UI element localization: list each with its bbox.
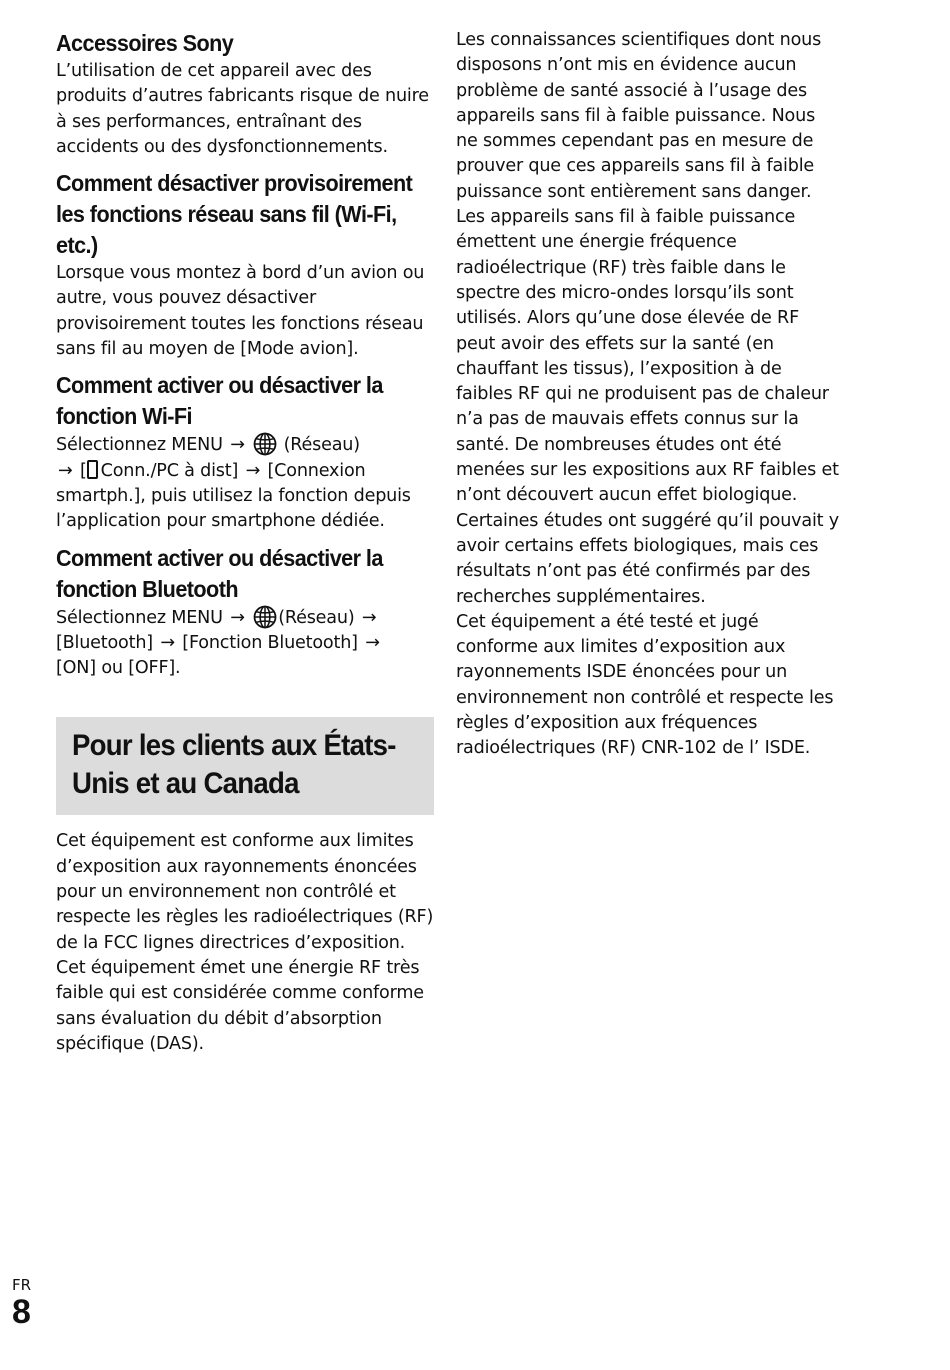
instruction-text: [Bluetooth]: [56, 632, 153, 653]
left-column: [56, 28, 436, 1057]
section-body: L’utilisation de cet appareil avec des produits d’autres fabricants risque de nuire à ses performances, entraînant des accidents ou des dysfonctionnements.: [56, 61, 429, 157]
us-canada-body: Cet équipement est conforme aux limites d’exposition aux rayonnements énoncées pour un environnement non contrôlé et respecte les règles les radioélectriques (RF) de la FCC lignes directrices d’exposition. Cet équipement émet une énergie RF très faible qui est considérée comme conforme sans évaluation du débit d’absorption spécifique (DAS).: [56, 831, 434, 1054]
instruction-text: (Réseau): [278, 607, 355, 628]
right-column: [456, 28, 840, 762]
section-body: [56, 432, 436, 534]
section-heading: Accessoires Sony: [56, 30, 234, 56]
instruction-text: Conn./PC à dist]: [100, 460, 239, 481]
arrow-right-icon: →: [365, 632, 380, 653]
arrow-right-icon: →: [160, 632, 175, 653]
language-code: FR: [12, 1276, 32, 1294]
page-number: 8: [12, 1293, 31, 1331]
arrow-right-icon: →: [58, 460, 73, 481]
block-title: Pour les clients aux États-Unis et au Canada: [72, 729, 396, 801]
instruction-text: Sélectionnez MENU: [56, 607, 223, 628]
instruction-text: Sélectionnez MENU: [56, 435, 223, 456]
section-heading: Comment désactiver provisoirement les fonctions réseau sans fil (Wi-Fi, etc.): [56, 170, 413, 259]
instruction-text: [Connexion smartph.], puis utilisez la fonction depuis l’application pour smartphone dédiée.: [56, 460, 411, 532]
arrow-right-icon: →: [245, 460, 261, 481]
section-sony-accessories: [56, 28, 436, 160]
section-heading: Comment activer ou désactiver la fonction Wi-Fi: [56, 372, 383, 430]
instruction-text: [Fonction Bluetooth]: [182, 632, 358, 653]
instruction-text: (Réseau): [283, 435, 360, 456]
instruction-text: [: [79, 460, 87, 481]
section-wifi-toggle: [56, 370, 436, 534]
section-body: Lorsque vous montez à bord d’un avion ou autre, vous pouvez désactiver provisoirement toutes les fonctions réseau sans fil au moyen de [Mode avion].: [56, 263, 425, 360]
section-heading: Comment activer ou désactiver la fonction Bluetooth: [56, 544, 383, 602]
us-canada-title-block: [56, 717, 434, 815]
health-paragraph: Les connaissances scientifiques dont nous disposons n’ont mis en évidence aucun problème de santé associé à l’usage des appareils sans fil à faible puissance. Nous ne sommes cependant pas en mesure de prouver que ces appareils sans fil à faible puissance sont entièrement sans danger. Les appareils sans fil à faible puissance émettent une énergie fréquence radioélectrique (RF) très faible dans le spectre des micro-ondes lorsqu’ils sont utilisés. Alors qu’une dose élevée de RF peut avoir des effets sur la santé (en chauffant les tissus), l’exposition à de faibles RF qui ne produisent pas de chaleur n’a pas de mauvais effets connus sur la santé. De nombreuses études ont été menées sur les expositions aux RF faibles et n’ont découvert aucun effet biologique. Certaines études ont suggéré qu’il pouvait y avoir certains effets biologiques, mais ces résultats n’ont pas été confirmés par des recherches supplémentaires.: [456, 30, 839, 607]
instruction-text: [ON] ou [OFF].: [56, 658, 181, 679]
page-footer: [12, 1276, 31, 1330]
globe-icon: [253, 605, 277, 629]
smartphone-icon: [87, 460, 98, 479]
arrow-right-icon: →: [230, 435, 245, 456]
globe-icon: [253, 432, 277, 456]
arrow-right-icon: →: [230, 607, 245, 628]
arrow-right-icon: →: [361, 607, 377, 628]
section-bluetooth-toggle: [56, 543, 436, 682]
section-disable-wireless: [56, 168, 436, 362]
section-body: [56, 605, 436, 682]
isde-paragraph: Cet équipement a été testé et jugé conforme aux limites d’exposition aux rayonnements ISDE énoncées pour un environnement non contrôlé et respecte les règles d’exposition aux fréquences radioélectriques (RF) CNR-102 de l’ ISDE.: [456, 611, 834, 759]
